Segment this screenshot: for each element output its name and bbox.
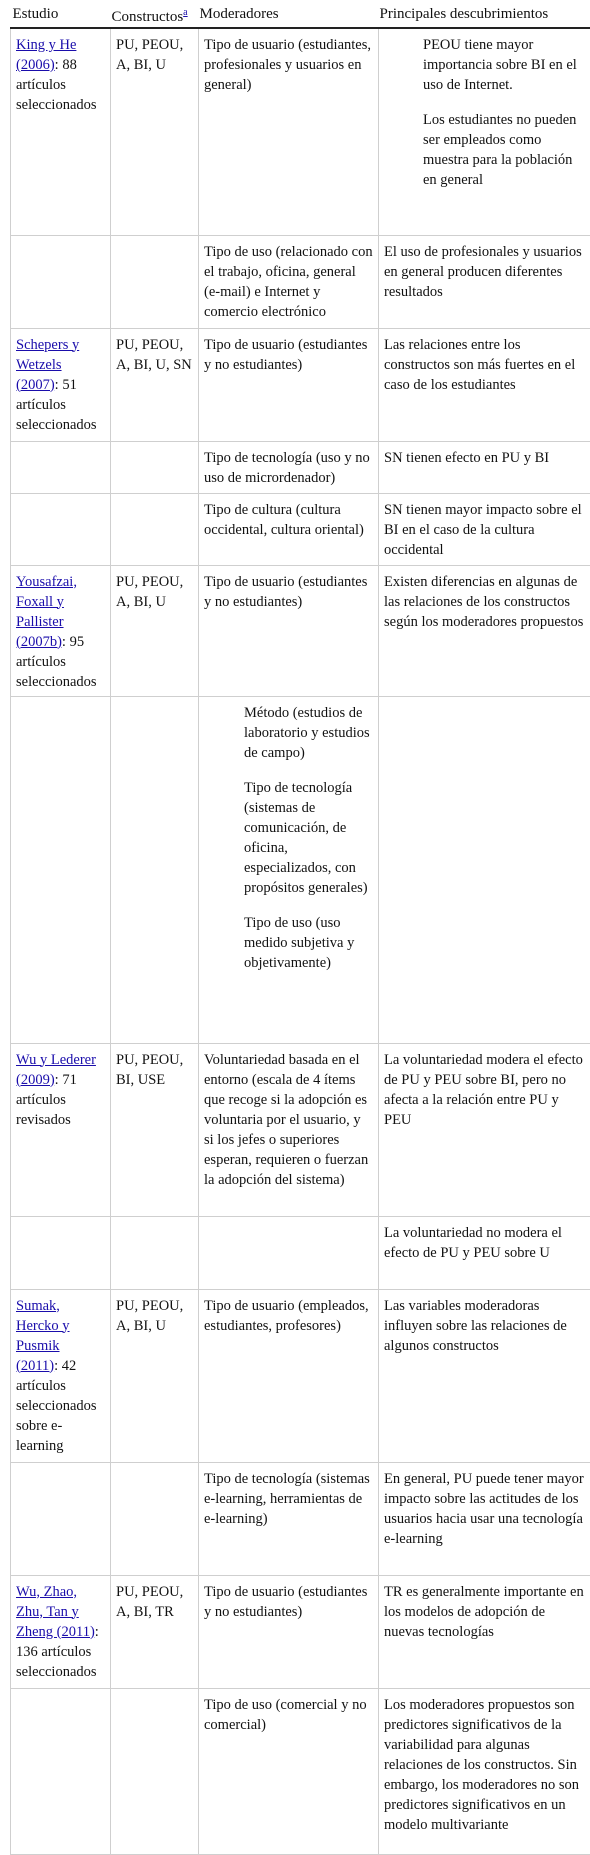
- study-reference-link[interactable]: Schepers y Wetzels (2007): [16, 337, 79, 393]
- table-row: [11, 696, 590, 1043]
- study-reference-link[interactable]: Yousafzai, Foxall y Pallister (2007b): [16, 574, 77, 650]
- constructs-cell: PU, PEOU, A, BI, U: [111, 1289, 199, 1462]
- moderators-cell: [199, 28, 379, 235]
- findings-cell: [379, 493, 590, 565]
- finding-text: El uso de profesionales y usuarios en general producen diferentes resultados: [384, 244, 582, 300]
- table-row: [11, 328, 590, 441]
- moderator-text: Tipo de usuario (estudiantes, profesionales y usuarios en general): [204, 37, 371, 93]
- study-detail: : 136 artículos seleccionados: [16, 1624, 99, 1680]
- findings-cell: [379, 328, 590, 441]
- constructs-cell: [111, 1216, 199, 1289]
- header-moderadores: Moderadores: [199, 0, 379, 28]
- table-row: [11, 1289, 590, 1462]
- header-descubrimientos: Principales descubrimientos: [379, 0, 590, 28]
- moderator-text: Voluntariedad basada en el entorno (escala de 4 ítems que recoge si la adopción es voluntaria por el usuario, y si los jefes o superiores esperan, requieren o fuerzan la adopción del sistema): [204, 1052, 368, 1188]
- moderator-text: Tipo de usuario (estudiantes y no estudiantes): [204, 574, 367, 610]
- table-row: [11, 235, 590, 328]
- findings-cell: [379, 1043, 590, 1216]
- moderator-text: Tipo de usuario (estudiantes y no estudiantes): [204, 1584, 367, 1620]
- study-reference-link[interactable]: Wu y Lederer (2009): [16, 1052, 96, 1088]
- moderator-text: Tipo de cultura (cultura occidental, cultura oriental): [204, 502, 364, 538]
- header-row: [11, 0, 590, 28]
- moderator-text: Tipo de tecnología (uso y no uso de micrordenador): [204, 450, 370, 486]
- moderator-text: Tipo de uso (comercial y no comercial): [204, 1697, 367, 1733]
- table-header: [11, 0, 590, 28]
- finding-text: Los moderadores propuestos son predictores significativos de la variabilidad para algunas relaciones de los constructos. Sin embargo, los moderadores no son predictores significativos en un modelo multivariante: [384, 1697, 579, 1833]
- moderator-text: Tipo de usuario (estudiantes y no estudiantes): [204, 337, 367, 373]
- moderators-cell: [199, 1216, 379, 1289]
- study-detail: : 42 artículos seleccionados sobre e-learning: [16, 1358, 97, 1454]
- study-cell: [11, 1462, 111, 1575]
- finding-text: SN tienen efecto en PU y BI: [384, 450, 549, 466]
- constructs-cell: [111, 696, 199, 1043]
- constructs-cell: PU, PEOU, A, BI, U: [111, 28, 199, 235]
- constructs-cell: [111, 493, 199, 565]
- study-detail: : 51 artículos seleccionados: [16, 377, 97, 433]
- study-reference-link[interactable]: King y He (2006): [16, 37, 76, 73]
- moderators-cell: [199, 328, 379, 441]
- findings-cell: [379, 28, 590, 235]
- finding-text: SN tienen mayor impacto sobre el BI en el caso de la cultura occidental: [384, 502, 582, 558]
- study-detail: : 88 artículos seleccionados: [16, 57, 97, 113]
- findings-cell: [379, 1688, 590, 1854]
- constructs-cell: PU, PEOU, BI, USE: [111, 1043, 199, 1216]
- study-cell: [11, 565, 111, 696]
- findings-cell: [379, 1216, 590, 1289]
- moderators-cell: [199, 1462, 379, 1575]
- finding-text: PEOU tiene mayor importancia sobre BI en el uso de Internet.: [423, 35, 585, 95]
- moderator-text: Tipo de usuario (empleados, estudiantes, profesores): [204, 1298, 369, 1334]
- constructs-cell: [111, 235, 199, 328]
- table-row: [11, 1575, 590, 1688]
- moderators-cell: [199, 441, 379, 493]
- table-row: [11, 493, 590, 565]
- study-cell: [11, 1216, 111, 1289]
- moderators-cell: [199, 1043, 379, 1216]
- moderator-text: Tipo de uso (uso medido subjetiva y objetivamente): [244, 913, 373, 973]
- table-row: [11, 1462, 590, 1575]
- constructs-cell: PU, PEOU, A, BI, U: [111, 565, 199, 696]
- constructs-cell: [111, 441, 199, 493]
- finding-text: En general, PU puede tener mayor impacto sobre las actitudes de los usuarios hacia usar una tecnología e-learning: [384, 1471, 584, 1547]
- moderator-text: Método (estudios de laboratorio y estudios de campo): [244, 703, 373, 763]
- constructs-cell: [111, 1462, 199, 1575]
- study-cell: [11, 1043, 111, 1216]
- findings-cell: [379, 441, 590, 493]
- findings-cell: [379, 696, 590, 1043]
- constructs-cell: [111, 1688, 199, 1854]
- moderators-cell: [199, 1688, 379, 1854]
- finding-text: TR es generalmente importante en los modelos de adopción de nuevas tecnologías: [384, 1584, 584, 1640]
- finding-text: La voluntariedad modera el efecto de PU y PEU sobre BI, pero no afecta a la relación entre PU y PEU: [384, 1052, 583, 1128]
- moderators-cell: [199, 235, 379, 328]
- table-row: [11, 1216, 590, 1289]
- findings-cell: [379, 1462, 590, 1575]
- finding-text: Existen diferencias en algunas de las relaciones de los constructos según los moderadores propuestos: [384, 574, 583, 630]
- moderators-cell: [199, 565, 379, 696]
- moderators-cell: [199, 493, 379, 565]
- moderator-text: Tipo de uso (relacionado con el trabajo, oficina, general (e-mail) e Internet y comercio electrónico: [204, 244, 373, 320]
- table-row: [11, 28, 590, 235]
- moderators-cell: [199, 1575, 379, 1688]
- finding-text: La voluntariedad no modera el efecto de PU y PEU sobre U: [384, 1225, 562, 1261]
- moderator-text: Tipo de tecnología (sistemas de comunicación, de oficina, especializados, con propósitos generales): [244, 778, 373, 898]
- study-cell: [11, 493, 111, 565]
- finding-text: Los estudiantes no pueden ser empleados como muestra para la población en general: [423, 110, 585, 190]
- table-row: [11, 1688, 590, 1854]
- findings-cell: [379, 235, 590, 328]
- footnote-link[interactable]: a: [183, 7, 187, 18]
- study-cell: [11, 1688, 111, 1854]
- study-reference-link[interactable]: Sumak, Hercko y Pusmik (2011): [16, 1298, 70, 1374]
- constructs-cell: PU, PEOU, A, BI, U, SN: [111, 328, 199, 441]
- moderators-cell: [199, 1289, 379, 1462]
- study-cell: [11, 328, 111, 441]
- study-cell: [11, 696, 111, 1043]
- finding-text: Las variables moderadoras influyen sobre las relaciones de algunos constructos: [384, 1298, 567, 1354]
- study-cell: [11, 235, 111, 328]
- table-row: [11, 565, 590, 696]
- study-detail: : 71 artículos revisados: [16, 1072, 77, 1128]
- table-row: [11, 441, 590, 493]
- study-cell: [11, 1575, 111, 1688]
- findings-cell: [379, 1575, 590, 1688]
- findings-cell: [379, 1289, 590, 1462]
- header-constructos: [111, 0, 199, 28]
- header-estudio: Estudio: [11, 0, 111, 28]
- footnote-ref[interactable]: [183, 4, 187, 18]
- constructs-cell: PU, PEOU, A, BI, TR: [111, 1575, 199, 1688]
- study-reference-link[interactable]: Wu, Zhao, Zhu, Tan y Zheng (2011): [16, 1584, 95, 1640]
- study-cell: [11, 28, 111, 235]
- moderator-text: Tipo de tecnología (sistemas e-learning, herramientas de e-learning): [204, 1471, 370, 1527]
- study-detail: : 95 artículos seleccionados: [16, 634, 97, 690]
- study-cell: [11, 441, 111, 493]
- table-row: [11, 1043, 590, 1216]
- findings-cell: [379, 565, 590, 696]
- study-cell: [11, 1289, 111, 1462]
- meta-analysis-table: [10, 0, 590, 1855]
- header-constructos-label: Constructos: [112, 9, 184, 25]
- moderators-cell: [199, 696, 379, 1043]
- finding-text: Las relaciones entre los constructos son más fuertes en el caso de los estudiantes: [384, 337, 575, 393]
